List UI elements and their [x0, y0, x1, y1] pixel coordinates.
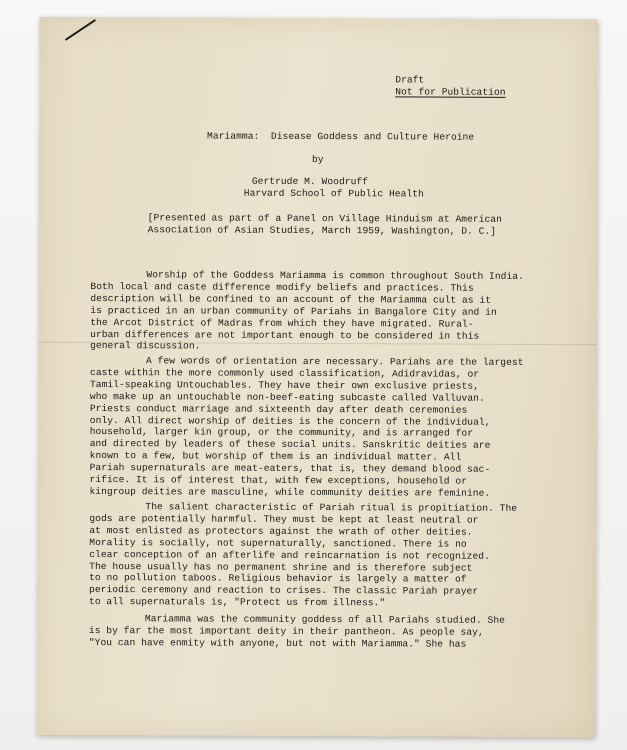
text-line: The salient characteristic of Pariah ritual is propitiation. The [145, 501, 518, 514]
text-line: known to a few, but worship of them is an individual matter. All [89, 450, 462, 463]
text-line: to no pollution taboos. Religious behavior is largely a matter of [89, 572, 467, 586]
text-line: who make up an untouchable non-beef-eating subcaste called Valluvan. [89, 390, 485, 404]
text-line: to all supernaturals is, "Protect us from illness." [88, 596, 386, 609]
text-line: and directed by leaders of these social units. Sanskritic deities are [89, 438, 491, 452]
text-line: The house usually has no permanent shrine and is therefore subject [89, 560, 473, 574]
draft-label: Draft [395, 74, 425, 86]
author-name: Gertrude M. Woodruff [251, 175, 369, 188]
paragraph-1 [90, 269, 572, 354]
text-line: Worship of the Goddess Mariamma is common throughout South India. [146, 269, 524, 282]
text-line: Mariamma was the community goddess of all Pariahs studied. She [144, 613, 506, 626]
text-line: Tamil-speaking Untouchables. They have their own exclusive priests, [89, 378, 480, 392]
text-line: household, larger kin group, or the community, and is arranged for [89, 426, 474, 440]
text-line: the Arcot District of Madras from which they have migrated. Rural- [90, 316, 474, 330]
text-line: description will be confined to an account of the Mariamma cult as it [90, 292, 492, 306]
presentation-note-line: Association of Asian Studies, March 1959, Washington, D. C.] [147, 224, 497, 237]
text-line: "You can have enmity with anyone, but not with Mariamma." She has [88, 636, 467, 650]
text-line: gods are potentially harmful. They must be kept at least neutral or [89, 512, 479, 526]
text-line: periodic ceremony and reaction to crises. The classic Pariah prayer [89, 584, 479, 598]
text-line: general discussion. [90, 340, 201, 352]
draft-header [395, 74, 505, 98]
text-line: Both local and caste difference modify beliefs and practices. This [90, 280, 474, 294]
text-line: Morality is socially, not supernaturally, sanctioned. There is no [89, 536, 467, 550]
text-line: kingroup deities are masculine, while community deities are feminine. [89, 485, 491, 499]
paragraph-3 [89, 501, 571, 610]
pen-mark [65, 19, 96, 41]
presentation-note-line: [Presented as part of a Panel on Village Hinduism at American [147, 212, 502, 225]
typed-document-page [36, 17, 597, 737]
text-line: is by far the most important deity in their pantheon. As people say, [88, 624, 484, 638]
text-line: at most enlisted as protectors against the wrath of other deities. [89, 524, 473, 538]
author-affiliation: Harvard School of Public Health [243, 187, 424, 200]
document-title: Mariamma: Disease Goddess and Culture Heroine [207, 130, 475, 143]
presentation-note [148, 212, 568, 238]
paragraph-4 [89, 613, 571, 651]
not-for-publication-label: Not for Publication [395, 86, 506, 98]
text-line: only. All direct worship of deities is the concern of the individual, [89, 414, 491, 428]
text-line: clear conception of an afterlife and reincarnation is not recognized. [89, 548, 490, 562]
text-line: Pariah supernaturals are meat-eaters, that is, they demand blood sac- [89, 462, 491, 475]
text-line: urban differences are not important enough to be considered in this [90, 328, 480, 342]
text-line: Priests conduct marriage and sixteenth day after death ceremonies [89, 402, 468, 416]
paragraph-2 [89, 355, 572, 500]
text-line: A few words of orientation are necessary. Pariahs are the largest [146, 355, 524, 368]
text-line: caste within the more commonly used classification, Adidravidas, or [89, 366, 480, 380]
byline-by: by [311, 153, 324, 166]
text-line: is practiced in an urban community of Pariahs in Bangalore City and in [90, 304, 497, 318]
text-line: rifice. It is of interest that, with few exceptions, household or [89, 474, 468, 487]
